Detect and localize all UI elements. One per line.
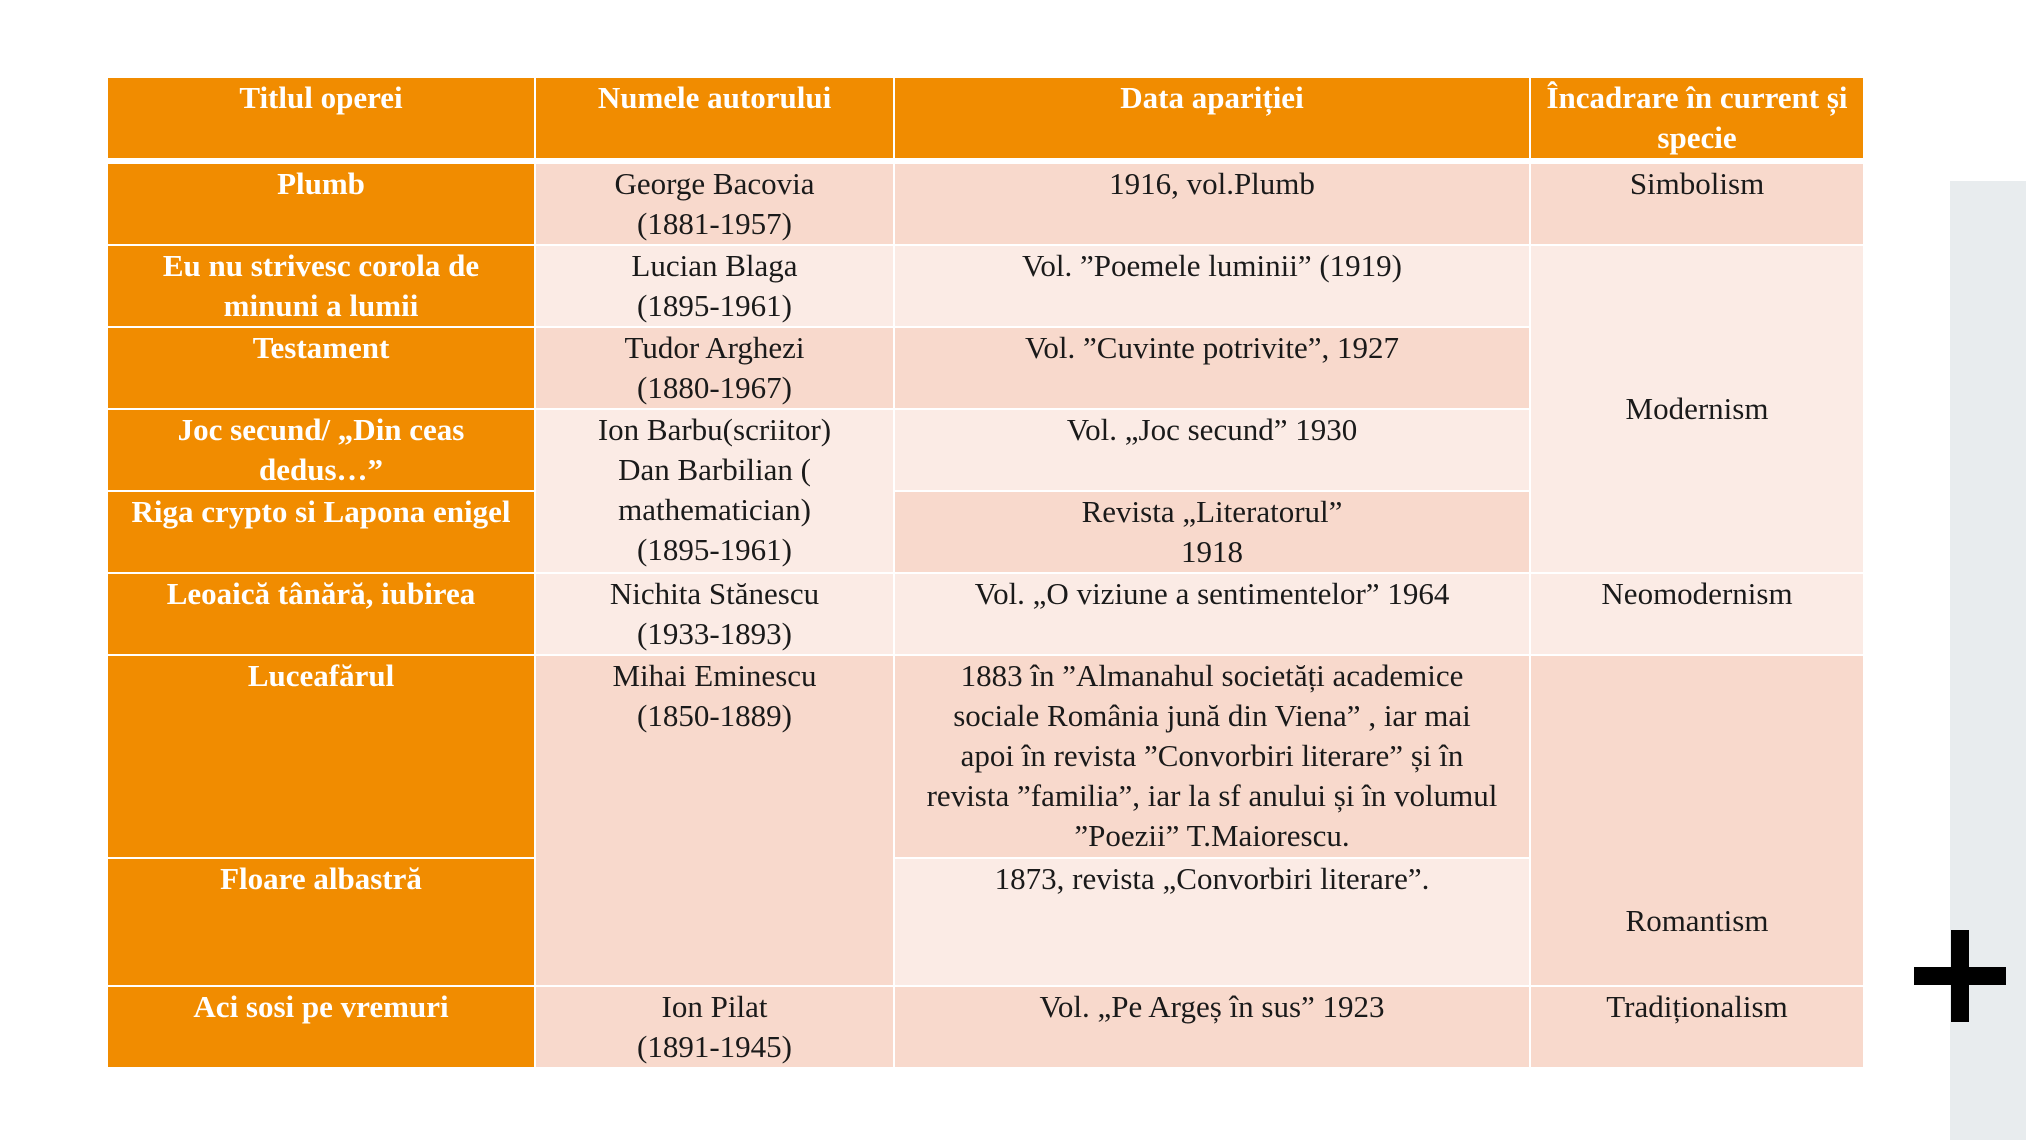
- work-current: Neomodernism: [1530, 573, 1864, 655]
- work-author: Ion Barbu(scriitor) Dan Barbilian ( mathematician) (1895-1961): [535, 409, 894, 573]
- work-title: Joc secund/ „Din ceas dedus…”: [107, 409, 535, 491]
- table-row: [107, 161, 1864, 245]
- table-row: [107, 245, 1864, 327]
- work-date: 1883 în ”Almanahul societăți academice sociale România jună din Viena” , iar mai apoi în revista ”Convorbiri literare” și în revista ”familia”, iar la sf anului și în volumul ”Poezii” T.Maiorescu.: [894, 655, 1530, 858]
- header-current: Încadrare în current și specie: [1530, 77, 1864, 161]
- work-current: Tradiționalism: [1530, 986, 1864, 1068]
- plus-icon-bar-vertical: [1951, 930, 1969, 1022]
- work-title: Testament: [107, 327, 535, 409]
- work-title: Riga crypto si Lapona enigel: [107, 491, 535, 573]
- work-author: Ion Pilat (1891-1945): [535, 986, 894, 1068]
- table-header-row: [107, 77, 1864, 161]
- work-date: Vol. „Joc secund” 1930: [894, 409, 1530, 491]
- work-title: Plumb: [107, 161, 535, 245]
- work-date: Vol. ”Cuvinte potrivite”, 1927: [894, 327, 1530, 409]
- work-date: Vol. „Pe Argeș în sus” 1923: [894, 986, 1530, 1068]
- work-author: Mihai Eminescu (1850-1889): [535, 655, 894, 986]
- work-title: Aci sosi pe vremuri: [107, 986, 535, 1068]
- table-row: [107, 573, 1864, 655]
- table-row: [107, 655, 1864, 858]
- literary-works-table: [106, 76, 1865, 1069]
- work-date: Revista „Literatorul” 1918: [894, 491, 1530, 573]
- header-title: Titlul operei: [107, 77, 535, 161]
- work-author: George Bacovia (1881-1957): [535, 161, 894, 245]
- work-author: Tudor Arghezi (1880-1967): [535, 327, 894, 409]
- work-author: Nichita Stănescu (1933-1893): [535, 573, 894, 655]
- plus-icon[interactable]: [1914, 930, 2006, 1022]
- work-title: Leoaică tânără, iubirea: [107, 573, 535, 655]
- work-current: Simbolism: [1530, 161, 1864, 245]
- work-date: 1916, vol.Plumb: [894, 161, 1530, 245]
- work-title: Eu nu strivesc corola de minuni a lumii: [107, 245, 535, 327]
- work-date: Vol. „O viziune a sentimentelor” 1964: [894, 573, 1530, 655]
- work-current: Modernism: [1530, 245, 1864, 573]
- work-date: Vol. ”Poemele luminii” (1919): [894, 245, 1530, 327]
- table-row: [107, 986, 1864, 1068]
- work-author: Lucian Blaga (1895-1961): [535, 245, 894, 327]
- header-date: Data apariției: [894, 77, 1530, 161]
- work-title: Floare albastră: [107, 858, 535, 986]
- work-current: Romantism: [1530, 655, 1864, 986]
- work-date: 1873, revista „Convorbiri literare”.: [894, 858, 1530, 986]
- work-title: Luceafărul: [107, 655, 535, 858]
- header-author: Numele autorului: [535, 77, 894, 161]
